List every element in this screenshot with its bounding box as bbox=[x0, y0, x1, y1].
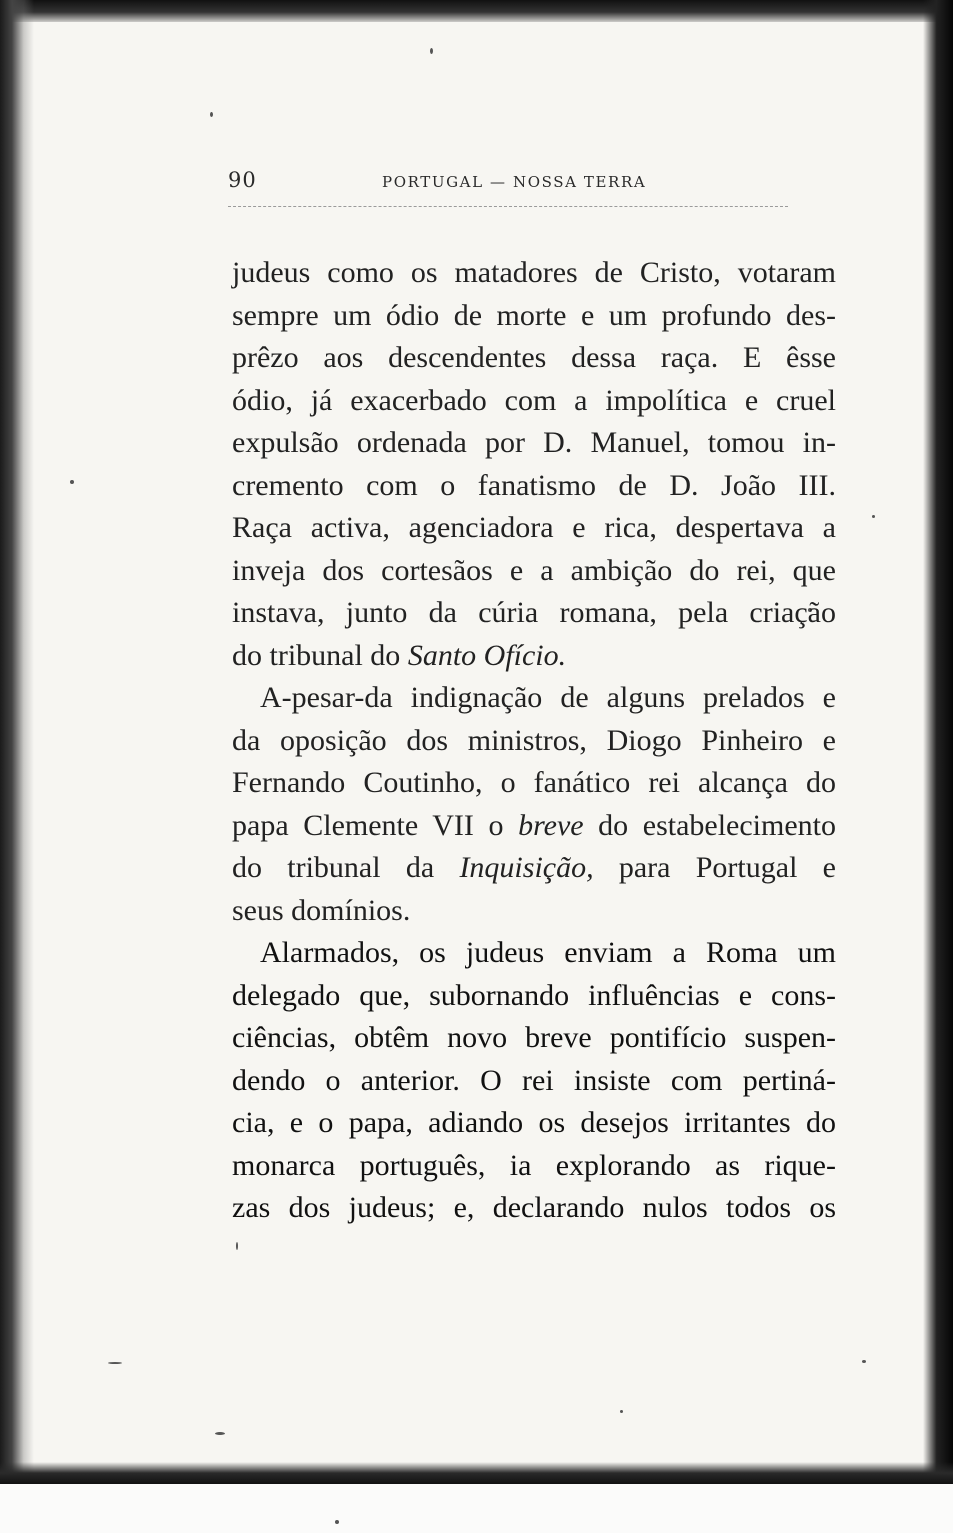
text-line: dendo o anterior. O rei insiste com pertiná- bbox=[232, 1063, 836, 1097]
header-rule bbox=[228, 206, 788, 207]
scan-border-left bbox=[0, 0, 34, 1533]
text-run: do tribunal da bbox=[232, 851, 460, 884]
scan-speckle bbox=[108, 1362, 122, 1364]
text-run: papa Clemente VII o bbox=[232, 808, 519, 842]
scan-speckle bbox=[620, 1410, 623, 1413]
text-line: ódio, já exacerbado com a impolítica e cruel bbox=[232, 383, 836, 417]
scan-border-top bbox=[0, 0, 953, 22]
text-line: ciências, obtêm novo breve pontifício suspen- bbox=[232, 1021, 836, 1054]
italic-text: breve bbox=[518, 808, 584, 842]
scan-margin-bottom bbox=[0, 1484, 953, 1533]
scan-border-bottom bbox=[0, 1462, 953, 1484]
text-line: monarca português, ia explorando as rique- bbox=[232, 1148, 836, 1182]
text-line bbox=[232, 635, 836, 678]
scan-speckle bbox=[335, 1520, 339, 1524]
text-line: cia, e o papa, adiando os desejos irritantes do bbox=[232, 1106, 836, 1139]
scan-speckle bbox=[70, 480, 74, 484]
italic-text: Santo Ofício. bbox=[407, 638, 567, 672]
text-line: A-pesar-da indignação de alguns prelados e bbox=[260, 681, 836, 714]
scan-speckle bbox=[236, 1242, 238, 1250]
scan-speckle bbox=[215, 1432, 225, 1435]
text-line: Fernando Coutinho, o fanático rei alcança do bbox=[232, 766, 836, 799]
text-line: Raça activa, agenciadora e rica, despertava a bbox=[232, 511, 836, 544]
body-text bbox=[232, 252, 836, 1230]
italic-text: Inquisição, bbox=[459, 851, 594, 884]
scan-speckle bbox=[210, 112, 213, 117]
text-run: do estabelecimento bbox=[583, 808, 836, 842]
text-line: inveja dos cortesãos e a ambição do rei, que bbox=[232, 553, 836, 587]
scan-border-right bbox=[923, 0, 953, 1533]
page-number: 90 bbox=[228, 168, 257, 192]
paragraph-2 bbox=[232, 677, 836, 932]
text-line: prêzo aos descendentes dessa raça. E êsse bbox=[232, 341, 836, 374]
scan-speckle bbox=[430, 48, 433, 54]
scan-speckle bbox=[872, 515, 875, 518]
text-line: zas dos judeus; e, declarando nulos todos os bbox=[232, 1191, 836, 1224]
text-line: judeus como os matadores de Cristo, votaram bbox=[232, 256, 836, 289]
text-run: para Portugal e bbox=[593, 851, 836, 884]
scan-speckle bbox=[862, 1360, 866, 1363]
text-line bbox=[232, 847, 836, 890]
text-line bbox=[232, 805, 836, 848]
text-line: Alarmados, os judeus enviam a Roma um bbox=[260, 936, 836, 969]
paragraph-3 bbox=[232, 932, 836, 1230]
text-line: delegado que, subornando influências e cons- bbox=[232, 978, 836, 1012]
text-line: expulsão ordenada por D. Manuel, tomou in- bbox=[232, 426, 836, 459]
paragraph-1 bbox=[232, 252, 836, 677]
text-line: da oposição dos ministros, Diogo Pinheiro e bbox=[232, 723, 836, 757]
running-head bbox=[224, 168, 834, 198]
text-line: seus domínios. bbox=[232, 893, 411, 927]
text-line: instava, junto da cúria romana, pela criação bbox=[232, 596, 836, 629]
text-line: sempre um ódio de morte e um profundo des- bbox=[232, 298, 836, 332]
text-run: do tribunal do bbox=[232, 638, 408, 672]
text-line: cremento com o fanatismo de D. João III. bbox=[232, 468, 836, 502]
running-head-title: PORTUGAL — NOSSA TERRA bbox=[382, 173, 647, 191]
